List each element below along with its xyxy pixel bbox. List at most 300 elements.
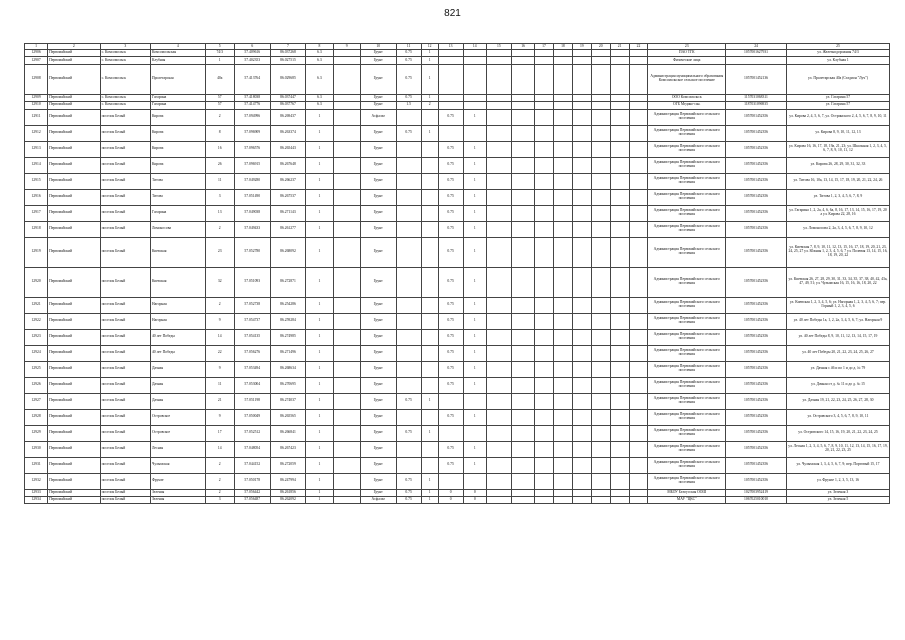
table-cell: Первомайский <box>48 457 100 473</box>
table-cell: Гагарина <box>150 205 205 221</box>
table-cell: 1 <box>306 221 333 237</box>
table-cell: Зеленая <box>150 489 205 496</box>
table-cell <box>421 441 438 457</box>
table-cell <box>486 441 511 457</box>
table-cell <box>333 457 360 473</box>
table-cell: Первомайский <box>48 297 100 313</box>
table-cell <box>535 94 554 101</box>
table-cell <box>333 125 360 141</box>
table-cell <box>610 361 629 377</box>
table-cell <box>610 377 629 393</box>
table-cell: 21 <box>205 393 234 409</box>
table-cell <box>421 457 438 473</box>
table-row <box>25 409 890 425</box>
table-cell <box>629 57 648 64</box>
table-cell <box>333 496 360 503</box>
table-cell <box>629 125 648 141</box>
table-cell <box>421 189 438 205</box>
table-cell: ул. Кирова 16, 16, 17, 18, 19а, 21, 23; ул. Школьная 1, 2, 3, 4, 5, 6, 7, 8, 9, 10, 11, 12 <box>786 141 889 157</box>
table-cell: 26 <box>205 157 234 173</box>
table-cell: 57.051093 <box>234 267 270 297</box>
table-cell: Островское <box>150 425 205 441</box>
table-cell <box>421 313 438 329</box>
table-row <box>25 496 890 503</box>
column-header: 10 <box>360 44 396 50</box>
table-cell <box>535 205 554 221</box>
table-cell <box>610 102 629 109</box>
table-cell: 12914 <box>25 157 48 173</box>
table-cell: 1057001452356 <box>726 473 787 489</box>
table-cell: ул. 40 лет Победы 8, 9, 10, 11, 12, 13, 14, 15, 17, 19 <box>786 329 889 345</box>
table-cell: Администрация Первомайского сельского поселения <box>648 157 726 173</box>
table-cell <box>572 173 591 189</box>
table-cell: поселок Белый <box>100 297 150 313</box>
table-cell: МБОУ Белоусская ООШ <box>648 489 726 496</box>
table-cell <box>591 393 610 409</box>
table-cell: 1 <box>306 109 333 125</box>
table-row <box>25 189 890 205</box>
table-cell: 0.75 <box>438 441 463 457</box>
table-cell <box>629 237 648 267</box>
table-cell <box>535 237 554 267</box>
table-cell: 1057001452356 <box>726 221 787 237</box>
table-cell <box>591 94 610 101</box>
table-cell: 1 <box>306 125 333 141</box>
table-cell: 86.261277 <box>270 221 306 237</box>
table-cell <box>463 473 486 489</box>
table-cell <box>591 361 610 377</box>
table-cell: Лесная <box>150 441 205 457</box>
table-cell: 57.049038 <box>234 205 270 221</box>
table-cell: 12915 <box>25 173 48 189</box>
table-cell <box>486 313 511 329</box>
table-cell <box>572 393 591 409</box>
table-cell: 2 <box>205 473 234 489</box>
table-cell: 0.75 <box>438 141 463 157</box>
table-cell: с. Комсомольск <box>100 102 150 109</box>
table-cell: 57.051490 <box>234 189 270 205</box>
table-cell <box>486 189 511 205</box>
table-cell: Администрация Первомайского сельского поселения <box>648 329 726 345</box>
table-body <box>25 44 890 504</box>
table-cell: Титова <box>150 189 205 205</box>
table-cell: 1 <box>421 393 438 409</box>
column-header: 22 <box>629 44 648 50</box>
table-cell: 86.262092 <box>270 496 306 503</box>
table-cell <box>421 329 438 345</box>
table-cell: Первомайский <box>48 50 100 57</box>
table-cell: Грунт <box>360 189 396 205</box>
table-cell: Первомайский <box>48 489 100 496</box>
table-cell: Администрация Первомайского сельского поселения <box>648 189 726 205</box>
table-cell: 0.75 <box>396 64 421 94</box>
table-cell <box>396 377 421 393</box>
table-cell: 12908 <box>25 64 48 94</box>
column-header: 17 <box>535 44 554 50</box>
table-cell <box>486 237 511 267</box>
table-cell: 1 <box>463 457 486 473</box>
table-row <box>25 102 890 109</box>
table-cell: 12926 <box>25 377 48 393</box>
table-cell: 12907 <box>25 57 48 64</box>
table-cell <box>535 102 554 109</box>
table-cell: Администрация муниципального образования Комсомольское сельское поселение <box>648 64 726 94</box>
table-cell: 1 <box>421 473 438 489</box>
table-cell <box>486 94 511 101</box>
table-cell <box>333 441 360 457</box>
table-cell: Первомайский <box>48 173 100 189</box>
table-cell: 40 лет Победы <box>150 345 205 361</box>
table-cell <box>486 361 511 377</box>
table-cell <box>463 94 486 101</box>
table-cell <box>486 50 511 57</box>
table-cell: 86.247994 <box>270 473 306 489</box>
table-cell <box>535 141 554 157</box>
table-cell <box>591 189 610 205</box>
table-cell <box>438 94 463 101</box>
table-cell <box>610 425 629 441</box>
table-cell <box>591 313 610 329</box>
table-cell: 1057001452356 <box>726 157 787 173</box>
table-cell: Грунт <box>360 221 396 237</box>
table-cell: ул. Островского 14, 15, 16, 19, 20, 21, 22, 23, 24, 25 <box>786 425 889 441</box>
table-cell <box>610 50 629 57</box>
table-cell <box>535 64 554 94</box>
table-cell <box>396 173 421 189</box>
table-row <box>25 297 890 313</box>
table-cell: Администрация Первомайского сельского поселения <box>648 267 726 297</box>
table-row <box>25 173 890 189</box>
table-cell <box>438 50 463 57</box>
table-cell: 57.049280 <box>234 173 270 189</box>
table-row <box>25 64 890 94</box>
table-cell <box>511 473 534 489</box>
table-cell <box>535 361 554 377</box>
table-cell: Грунт <box>360 102 396 109</box>
page-number: 821 <box>444 8 461 19</box>
table-cell: Администрация Первомайского сельского поселения <box>648 377 726 393</box>
table-cell: 12919 <box>25 237 48 267</box>
table-cell: 1 <box>205 57 234 64</box>
table-cell: 0.75 <box>396 57 421 64</box>
table-cell: Пролетарская <box>150 64 205 94</box>
table-cell <box>486 489 511 496</box>
table-cell: Грунт <box>360 205 396 221</box>
table-cell: 1 <box>306 441 333 457</box>
table-cell: 1057001452356 <box>726 141 787 157</box>
table-cell <box>421 141 438 157</box>
table-cell: ул. Титова 1, 2, 3, 4, 5, 6, 7, 8, 9 <box>786 189 889 205</box>
table-cell: 12909 <box>25 94 48 101</box>
table-cell: Администрация Первомайского сельского поселения <box>648 313 726 329</box>
table-cell: 1 <box>421 57 438 64</box>
table-cell <box>572 489 591 496</box>
table-cell: 86.268634 <box>270 361 306 377</box>
table-cell: 57.052512 <box>234 425 270 441</box>
table-cell: 11 <box>205 173 234 189</box>
table-cell: 0.75 <box>438 109 463 125</box>
table-cell: Комсомольская <box>150 50 205 57</box>
table-cell <box>333 297 360 313</box>
column-header: 19 <box>572 44 591 50</box>
table-cell: 86.274985 <box>270 329 306 345</box>
table-row <box>25 57 890 64</box>
table-cell: ул. Чулымская 1, 3, 4, 5, 6, 7, 9; пер. Портовый 15, 17 <box>786 457 889 473</box>
table-cell: 1 <box>306 377 333 393</box>
table-cell: 1 <box>463 141 486 157</box>
table-cell <box>553 329 572 345</box>
table-cell: 12930 <box>25 441 48 457</box>
table-cell: Первомайский <box>48 393 100 409</box>
table-cell <box>511 57 534 64</box>
table-cell <box>572 94 591 101</box>
table-cell: 1 <box>463 109 486 125</box>
table-cell: 1057001452356 <box>726 109 787 125</box>
table-cell <box>553 237 572 267</box>
table-cell: 86.267537 <box>270 189 306 205</box>
table-cell: Грунт <box>360 457 396 473</box>
table-cell <box>421 157 438 173</box>
table-cell: 1057001627931 <box>726 50 787 57</box>
table-cell <box>486 377 511 393</box>
table-cell <box>486 141 511 157</box>
table-cell <box>572 102 591 109</box>
table-cell: 0.75 <box>438 189 463 205</box>
table-cell: Администрация Первомайского сельского поселения <box>648 237 726 267</box>
table-cell: 57.056442 <box>234 489 270 496</box>
table-cell <box>396 141 421 157</box>
table-cell <box>535 345 554 361</box>
table-cell: 86.037767 <box>270 102 306 109</box>
table-cell <box>572 125 591 141</box>
table-cell: ул. Киевская 1, 2, 3, 4, 5, 6; ул. Нагорная 1, 2, 3, 4, 5, 6, 7; пер. Горный 1, 2, 3, 4, 5, 6 <box>786 297 889 313</box>
table-cell: Администрация Первомайского сельского поселения <box>648 473 726 489</box>
table-cell <box>333 267 360 297</box>
table-cell: 1 <box>421 425 438 441</box>
table-cell <box>333 221 360 237</box>
table-cell <box>535 267 554 297</box>
table-cell: Грунт <box>360 173 396 189</box>
table-cell <box>486 329 511 345</box>
table-cell: 86.266237 <box>270 173 306 189</box>
table-cell: Кирова <box>150 157 205 173</box>
table-cell: Ломоносова <box>150 221 205 237</box>
table-cell: 1 <box>306 189 333 205</box>
table-cell: 12931 <box>25 457 48 473</box>
table-cell <box>629 267 648 297</box>
table-cell <box>610 297 629 313</box>
table-cell: поселок Белый <box>100 329 150 345</box>
table-cell <box>591 125 610 141</box>
table-cell: Администрация Первомайского сельского поселения <box>648 205 726 221</box>
table-cell: Первомайский <box>48 377 100 393</box>
table-cell: ул. Зеленая 5 <box>786 496 889 503</box>
table-cell: Грунт <box>360 141 396 157</box>
table-cell: с. Комсомольск <box>100 64 150 94</box>
table-cell: 74/3 <box>205 50 234 57</box>
table-cell: Грунт <box>360 361 396 377</box>
table-row <box>25 157 890 173</box>
table-cell: Грунт <box>360 50 396 57</box>
table-cell: ул. Зеленая 3 <box>786 489 889 496</box>
table-cell: 1057001452356 <box>726 267 787 297</box>
table-cell <box>591 297 610 313</box>
table-cell <box>629 361 648 377</box>
table-cell: 1 <box>463 221 486 237</box>
table-cell <box>463 57 486 64</box>
table-cell <box>333 377 360 393</box>
table-cell <box>591 267 610 297</box>
table-cell <box>511 377 534 393</box>
table-cell: 1 <box>306 173 333 189</box>
table-cell: Грунт <box>360 473 396 489</box>
table-cell: поселок Белый <box>100 109 150 125</box>
table-cell: 12923 <box>25 329 48 345</box>
table-cell: Первомайский <box>48 109 100 125</box>
table-cell <box>553 345 572 361</box>
table-cell: ул. Клубная 1 <box>786 57 889 64</box>
table-cell: Администрация Первомайского сельского поселения <box>648 141 726 157</box>
table-cell: 2 <box>205 297 234 313</box>
table-cell <box>629 189 648 205</box>
table-cell: 1 <box>306 141 333 157</box>
table-cell <box>421 345 438 361</box>
table-cell: 8 <box>205 125 234 141</box>
table-cell: поселок Белый <box>100 205 150 221</box>
table-cell: 86.272059 <box>270 457 306 473</box>
table-row <box>25 441 890 457</box>
table-cell: 1027003952419 <box>726 489 787 496</box>
table-cell <box>572 425 591 441</box>
table-cell: 0 <box>463 489 486 496</box>
table-cell <box>486 393 511 409</box>
table-cell: 6.3 <box>306 57 333 64</box>
table-cell <box>421 361 438 377</box>
table-cell <box>438 57 463 64</box>
table-cell: 0.75 <box>438 361 463 377</box>
table-cell <box>421 377 438 393</box>
table-cell: поселок Белый <box>100 141 150 157</box>
table-cell <box>486 267 511 297</box>
table-cell: 12921 <box>25 297 48 313</box>
table-cell: Администрация Первомайского сельского поселения <box>648 109 726 125</box>
table-cell <box>511 496 534 503</box>
table-cell: 86.267423 <box>270 441 306 457</box>
column-header: 8 <box>306 44 333 50</box>
column-header: 11 <box>396 44 421 50</box>
table-cell: 86.274037 <box>270 393 306 409</box>
table-cell: Дачная <box>150 377 205 393</box>
table-cell: Администрация Первомайского сельского поселения <box>648 125 726 141</box>
table-cell: 1057001452356 <box>726 441 787 457</box>
table-cell: 86.267648 <box>270 157 306 173</box>
table-cell: 12929 <box>25 425 48 441</box>
table-cell: поселок Белый <box>100 189 150 205</box>
table-cell: ул. Пролетарская 40а (Стадион "Луч") <box>786 64 889 94</box>
table-cell: Грунт <box>360 237 396 267</box>
table-cell <box>629 173 648 189</box>
table-cell <box>463 64 486 94</box>
table-cell <box>572 57 591 64</box>
table-cell: 1 <box>306 157 333 173</box>
table-cell <box>438 393 463 409</box>
table-cell: ул. Кирова 2, 4, 5, 6, 7, ул. Остринского 2, 4, 5, 6, 7, 8, 9, 10, 11 <box>786 109 889 125</box>
table-cell <box>629 221 648 237</box>
table-cell: 0.75 <box>396 50 421 57</box>
table-cell <box>438 64 463 94</box>
table-cell <box>553 189 572 205</box>
table-cell: Грунт <box>360 441 396 457</box>
table-cell: 2 <box>205 109 234 125</box>
table-cell: Гагарина <box>150 94 205 101</box>
table-cell: Кирова <box>150 125 205 141</box>
table-cell: 86.254286 <box>270 297 306 313</box>
table-cell: поселок Белый <box>100 473 150 489</box>
table-cell <box>438 102 463 109</box>
table-cell: 12917 <box>25 205 48 221</box>
table-cell <box>629 102 648 109</box>
table-cell: Титова <box>150 173 205 189</box>
table-row <box>25 377 890 393</box>
table-cell: 1 <box>306 425 333 441</box>
table-cell <box>535 393 554 409</box>
table-cell: Грунт <box>360 94 396 101</box>
table-cell <box>535 409 554 425</box>
table-cell: Первомайский <box>48 157 100 173</box>
table-cell <box>535 329 554 345</box>
table-cell <box>553 109 572 125</box>
table-cell: 14 <box>205 329 234 345</box>
table-cell <box>591 102 610 109</box>
table-cell <box>591 425 610 441</box>
table-cell: Первомайский <box>48 237 100 267</box>
table-cell: 1057001452356 <box>726 393 787 409</box>
table-cell <box>553 441 572 457</box>
table-cell: 0.75 <box>396 489 421 496</box>
table-row <box>25 473 890 489</box>
table-cell <box>572 205 591 221</box>
table-cell: 57.054135 <box>234 329 270 345</box>
table-cell <box>463 425 486 441</box>
table-cell: 1057001452356 <box>726 125 787 141</box>
table-row <box>25 313 890 329</box>
table-cell <box>572 50 591 57</box>
table-cell <box>535 489 554 496</box>
table-cell: 1067025010010 <box>726 496 787 503</box>
table-cell: 6.3 <box>306 50 333 57</box>
table-row <box>25 50 890 57</box>
table-cell <box>421 221 438 237</box>
table-cell <box>511 409 534 425</box>
table-cell <box>421 267 438 297</box>
table-cell <box>421 109 438 125</box>
table-cell <box>610 313 629 329</box>
table-cell <box>333 473 360 489</box>
table-cell <box>591 457 610 473</box>
table-cell <box>610 496 629 503</box>
table-cell: ул. Кирова 8, 9, 10, 11, 12, 13 <box>786 125 889 141</box>
table-cell <box>511 141 534 157</box>
table-row <box>25 329 890 345</box>
table-cell <box>333 329 360 345</box>
table-cell: 1 <box>463 409 486 425</box>
table-cell <box>553 457 572 473</box>
table-cell: поселок Белый <box>100 221 150 237</box>
table-cell: Первомайский <box>48 313 100 329</box>
table-cell: 40 лет Победы <box>150 329 205 345</box>
table-cell <box>629 496 648 503</box>
table-cell: Администрация Первомайского сельского поселения <box>648 345 726 361</box>
